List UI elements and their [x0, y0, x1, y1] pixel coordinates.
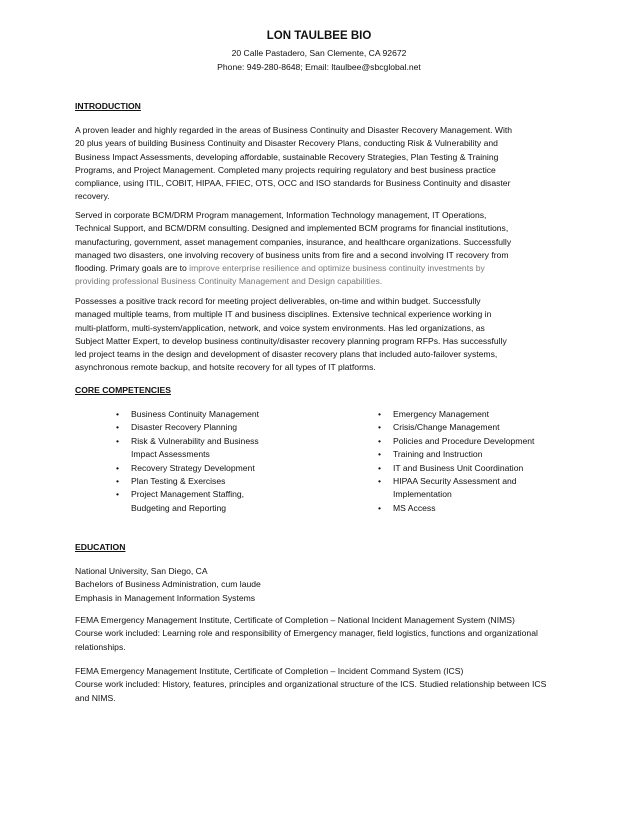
text-line: FEMA Emergency Management Institute, Certificate of Completion – National Incident Management System (NIMS): [75, 615, 515, 625]
competencies-right-list: [378, 408, 588, 515]
text-line: managed two disasters, one involving recovery of business units from fire and a second involving IT recovery from: [75, 249, 509, 260]
text-line: relationships.: [75, 641, 126, 652]
list-item: • Training and Instruction: [378, 448, 588, 461]
text-line: and NIMS.: [75, 692, 116, 703]
bullet-icon: •: [116, 422, 120, 433]
education-block-3: [75, 665, 605, 705]
text-line: Business Impact Assessments, developing affordable, sustainable Recovery Strategies, Plan Testing & Training: [75, 151, 499, 162]
education-heading: EDUCATION: [75, 542, 126, 552]
introduction-heading: INTRODUCTION: [75, 101, 141, 111]
list-item: • Emergency Management: [378, 408, 588, 421]
text-line: Course work included: History, features, principles and organizational structure of the ICS. Studied relationship between ICS: [75, 679, 547, 690]
text-line: managed multiple teams, from multiple IT and business disciplines. Extensive technical experience working in: [75, 309, 492, 320]
intro-paragraph-3: [75, 295, 575, 375]
bullet-icon: •: [378, 422, 382, 433]
list-item: • Risk & Vulnerability and Business Impact Assessments: [116, 435, 259, 460]
text-line: asynchronous remote backup, and hotsite recovery for all types of IT platforms.: [75, 362, 376, 373]
list-item: • Policies and Procedure Development: [378, 435, 588, 448]
text-line: Technical Support, and BCM/DRM consulting. Designed and implemented BCM programs for financial institutions,: [75, 223, 509, 234]
list-item: • MS Access: [378, 502, 588, 515]
bullet-icon: •: [116, 462, 120, 473]
intro-paragraph-1: [75, 124, 575, 204]
text-line: FEMA Emergency Management Institute, Certificate of Completion – Incident Command System (ICS): [75, 666, 464, 676]
text-line: recovery.: [75, 191, 110, 202]
document-title: LON TAULBEE BIO: [266, 30, 372, 42]
bullet-icon: •: [378, 502, 382, 513]
text-line: providing professional Business Continuity Management and Design capabilities.: [75, 276, 383, 287]
list-item: • Crisis/Change Management: [378, 421, 588, 434]
list-item: • Business Continuity Management: [116, 408, 316, 421]
bullet-icon: •: [116, 409, 120, 419]
education-block-2: [75, 614, 605, 654]
text-line: Possesses a positive track record for meeting project deliverables, on-time and within budget. Successfully: [75, 296, 481, 306]
text-line: led project teams in the design and development of disaster recovery plans that included auto-failover systems,: [75, 349, 498, 360]
text-segment: flooding. Primary goals are to: [75, 263, 190, 274]
list-item: • Project Management Staffing, Budgeting and Reporting: [116, 489, 245, 513]
bullet-icon: •: [378, 409, 382, 419]
bullet-icon: •: [116, 489, 120, 500]
text-line: A proven leader and highly regarded in the areas of Business Continuity and Disaster Recovery Management. With: [75, 125, 513, 135]
list-item: • IT and Business Unit Coordination: [378, 462, 588, 475]
text-line: 20 plus years of building Business Continuity and Disaster Recovery Plans, conducting Risk & Vulnerability and: [75, 138, 498, 149]
text-line: Emphasis in Management Information Systems: [75, 592, 256, 603]
list-item: • Disaster Recovery Planning: [116, 421, 316, 434]
core-competencies-heading: CORE COMPETENCIES: [75, 385, 171, 395]
bullet-icon: •: [116, 435, 120, 446]
text-line: compliance, using ITIL, COBIT, HIPAA, FFIEC, OTS, OCC and ISO standards for Business Continuity and disaster: [75, 178, 511, 189]
text-line: Served in corporate BCM/DRM Program management, Information Technology management, IT Operations,: [75, 210, 487, 220]
bullet-icon: •: [378, 449, 382, 460]
competencies-left-list: [116, 408, 316, 515]
list-item: • Plan Testing & Exercises: [116, 475, 316, 488]
bullet-icon: •: [378, 476, 382, 487]
text-line: [75, 262, 575, 275]
text-line: Subject Matter Expert, to develop business continuity/disaster recovery planning program RFPs. Has successfully: [75, 335, 507, 346]
text-line: manufacturing, government, asset management companies, insurance, and healthcare organizations. Successfully: [75, 236, 512, 247]
text-line: Bachelors of Business Administration, cum laude: [75, 579, 261, 590]
bullet-icon: •: [378, 462, 382, 473]
contact-line: Phone: 949-280-8648; Email: ltaulbee@sbcglobal.net: [217, 62, 421, 72]
text-segment-gray: improve enterprise resilience and optimize business continuity investments by: [189, 263, 485, 274]
list-item: • Recovery Strategy Development: [116, 462, 316, 475]
text-line: Programs, and Project Management. Completed many projects requiring regulatory and best business practice: [75, 164, 496, 175]
address-line: 20 Calle Pastadero, San Clemente, CA 92672: [231, 48, 407, 58]
text-line: multi-platform, multi-system/application, network, and voice system environments. Has led organizations, as: [75, 322, 485, 333]
list-item: • HIPAA Security Assessment and Implementation: [378, 476, 517, 500]
text-line: National University, San Diego, CA: [75, 566, 208, 576]
intro-paragraph-2: [75, 209, 575, 289]
education-block-1: [75, 565, 575, 605]
bullet-icon: •: [378, 435, 382, 446]
text-line: Course work included: Learning role and responsibility of Emergency manager, field logistics, functions and organizational: [75, 628, 538, 639]
bullet-icon: •: [116, 476, 120, 487]
